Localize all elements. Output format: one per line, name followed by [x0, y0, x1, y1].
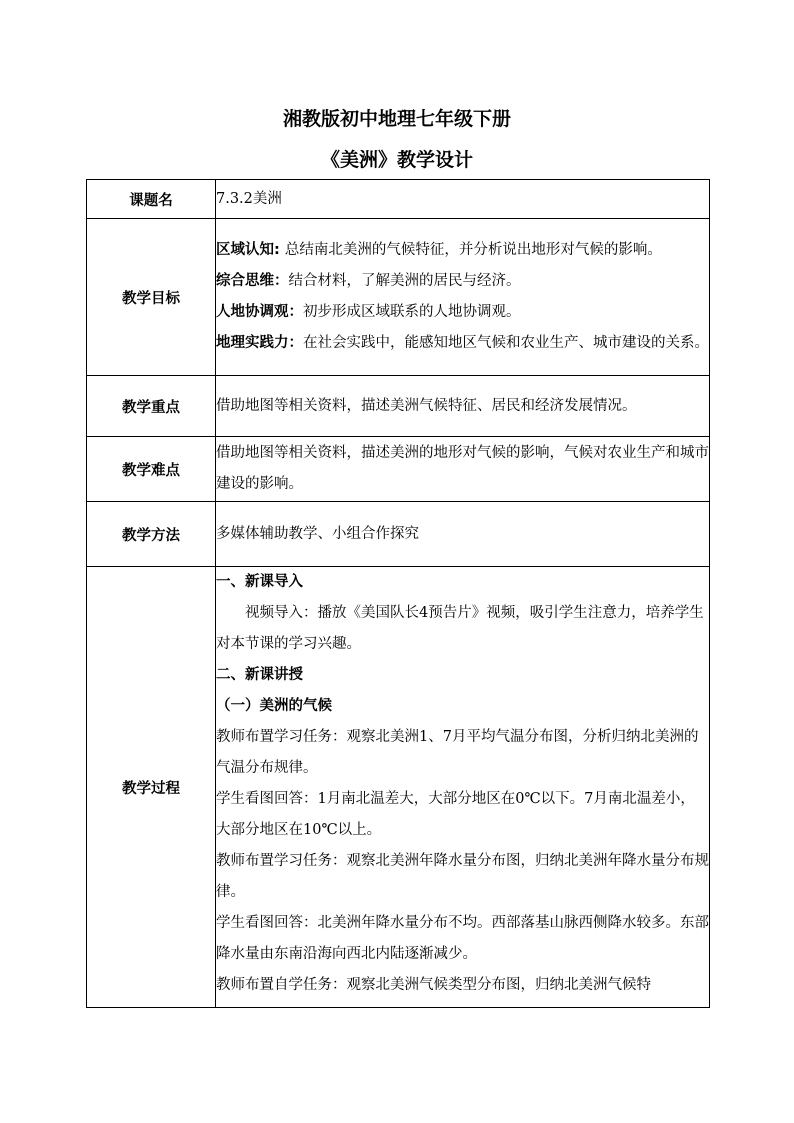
process-paragraph: 学生看图回答：北美洲年降水量分布不均。西部落基山脉西侧降水较多。东部降水量由东南沿海向西北内陆逐渐减少。 [216, 915, 709, 962]
table-row-process [87, 567, 710, 1008]
process-paragraph: 学生看图回答：1月南北温差大，大部分地区在0℃以下。7月南北温差小，大部分地区在10℃以上。 [216, 791, 695, 838]
section-paragraph: 视频导入：播放《美国队长4预告片》视频，吸引学生注意力，培养学生对本节课的学习兴趣。 [216, 605, 704, 652]
objective-key: 地理实践力 [216, 335, 289, 351]
process-paragraph: 教师布置自学任务：观察北美洲气候类型分布图，归纳北美洲气候特 [216, 977, 651, 993]
process-content [216, 567, 710, 1008]
difficulties-label: 教学难点 [87, 437, 216, 502]
table-row-objectives [87, 219, 710, 376]
table-row-methods [87, 502, 710, 567]
process-paragraph: 教师布置学习任务：观察北美洲年降水量分布图，归纳北美洲年降水量分布规律。 [216, 853, 709, 900]
objective-sep: ： [274, 273, 289, 289]
objective-item [216, 266, 709, 297]
objective-item [216, 235, 709, 266]
table-row-topic [87, 180, 710, 219]
section-heading: 二、新课讲授 [216, 667, 303, 683]
objective-text: 初步形成区域联系的人地协调观。 [303, 304, 521, 320]
topic-label: 课题名 [87, 180, 216, 219]
objective-sep: ： [288, 304, 303, 320]
objective-text: 总结南北美洲的气候特征，并分析说出地形对气候的影响。 [284, 242, 662, 258]
objective-key: 区域认知 [216, 242, 274, 258]
key-points-value: 借助地图等相关资料，描述美洲气候特征、居民和经济发展情况。 [216, 376, 710, 437]
objectives-content [216, 219, 710, 376]
objective-sep: ： [288, 335, 303, 351]
key-points-label: 教学重点 [87, 376, 216, 437]
objective-item [216, 328, 709, 359]
table-row-difficulties [87, 437, 710, 502]
table-row-key-points [87, 376, 710, 437]
section-heading: 一、新课导入 [216, 574, 303, 590]
objective-key: 综合思维 [216, 273, 274, 289]
topic-value: 7.3.2美洲 [216, 180, 710, 219]
methods-label: 教学方法 [87, 502, 216, 567]
objective-text: 结合材料，了解美洲的居民与经济。 [288, 273, 521, 289]
objective-text: 在社会实践中，能感知地区气候和农业生产、城市建设的关系。 [303, 335, 709, 351]
objective-item [216, 297, 709, 328]
objectives-label: 教学目标 [87, 219, 216, 376]
objective-key: 人地协调观 [216, 304, 289, 320]
document-title: 湘教版初中地理七年级下册 [282, 108, 511, 130]
subsection-heading: （一）美洲的气候 [216, 698, 332, 714]
process-paragraph: 教师布置学习任务：观察北美洲1、7月平均气温分布图，分析归纳北美洲的气温分布规律。 [216, 729, 699, 776]
document-subtitle: 《美洲》教学设计 [320, 149, 473, 171]
lesson-plan-table [86, 179, 710, 1008]
methods-value: 多媒体辅助教学、小组合作探究 [216, 502, 710, 567]
objective-sep: : [274, 242, 285, 258]
process-label: 教学过程 [87, 567, 216, 1008]
difficulties-value: 借助地图等相关资料，描述美洲的地形对气候的影响，气候对农业生产和城市建设的影响。 [216, 437, 710, 502]
